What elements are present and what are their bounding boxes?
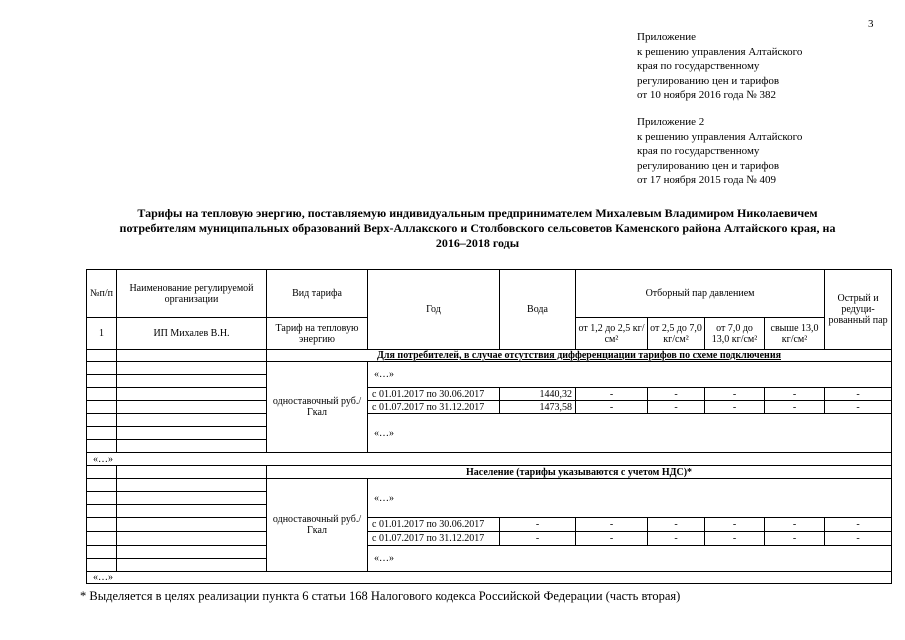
section-2-ellipsis-top: «…» (368, 479, 892, 518)
empty-cell (87, 546, 117, 559)
section-2-cell: - (648, 532, 705, 546)
empty-cell (87, 362, 117, 375)
section-1-cell: - (576, 388, 648, 401)
empty-cell (87, 388, 117, 401)
header-steam: Отборный пар давлением (576, 270, 825, 318)
empty-cell (117, 401, 267, 414)
empty-cell (117, 440, 267, 453)
section-2-cell: - (705, 532, 765, 546)
section-1-period: с 01.01.2017 по 30.06.2017 (368, 388, 500, 401)
section-1-cell: - (648, 401, 705, 414)
section-2-ellipsis-after: «…» (87, 572, 892, 584)
header-steam-col-4: свыше 13,0 кг/см² (765, 318, 825, 350)
section-1-cell: - (648, 388, 705, 401)
section-1-cell: - (825, 388, 892, 401)
section-2-tariff-type: одноставочный руб./Гкал (267, 479, 368, 572)
section-1-cell: - (576, 401, 648, 414)
org-num: 1 (87, 318, 117, 350)
section-1-ellipsis-after: «…» (87, 453, 892, 466)
empty-cell (87, 350, 117, 362)
empty-cell (87, 532, 117, 546)
section-2-period: с 01.01.2017 по 30.06.2017 (368, 518, 500, 532)
appendix-2-line: Приложение 2 (637, 116, 705, 128)
section-1-water: 1473,58 (500, 401, 576, 414)
title-line-1: Тарифы на тепловую энергию, поставляемую индивидуальным предпринимателем Михалевым Владимиром Николаевичем (137, 206, 818, 220)
header-year: Год (368, 270, 500, 350)
section-1-water: 1440,32 (500, 388, 576, 401)
section-2-cell: - (765, 518, 825, 532)
section-1-cell: - (825, 401, 892, 414)
empty-cell (117, 546, 267, 559)
section-2-cell: - (765, 532, 825, 546)
empty-cell (117, 492, 267, 505)
empty-cell (117, 362, 267, 375)
empty-cell (87, 505, 117, 518)
appendix-1-line: края по государственному (637, 60, 760, 72)
empty-cell (117, 427, 267, 440)
empty-cell (87, 559, 117, 572)
org-tariff: Тариф на тепловую энергию (267, 318, 368, 350)
document-title (60, 206, 895, 251)
empty-cell (117, 559, 267, 572)
empty-cell (117, 388, 267, 401)
tariff-table (86, 269, 892, 584)
section-1-cell: - (765, 401, 825, 414)
empty-cell (117, 532, 267, 546)
appendix-2-line: регулированию цен и тарифов (637, 159, 780, 172)
empty-cell (87, 427, 117, 440)
section-1-cell: - (705, 401, 765, 414)
empty-cell (87, 414, 117, 427)
empty-cell (117, 350, 267, 362)
appendix-1 (637, 30, 802, 103)
appendix-1-line: Приложение (637, 31, 697, 43)
empty-cell (87, 440, 117, 453)
header-tariff-type: Вид тарифа (267, 270, 368, 318)
empty-cell (87, 492, 117, 505)
section-2-water: - (500, 518, 576, 532)
section-2-cell: - (825, 518, 892, 532)
section-2-cell: - (576, 518, 648, 532)
appendix-2-line: края по государственному (637, 145, 760, 157)
header-org: Наименование регулируемой организации (117, 270, 267, 318)
section-1-cell: - (765, 388, 825, 401)
footnote: * Выделяется в целях реализации пункта 6 статьи 168 Налогового кодекса Российской Федерации (часть вторая) (80, 589, 681, 603)
empty-cell (87, 401, 117, 414)
appendix-1-line: к решению управления Алтайского (637, 45, 803, 58)
section-2-cell: - (705, 518, 765, 532)
section-1-period: с 01.07.2017 по 31.12.2017 (368, 401, 500, 414)
empty-cell (117, 479, 267, 492)
title-line-2: потребителям муниципальных образований Верх-Аллакского и Столбовского сельсоветов Каменского района Алтайского края, на (119, 221, 836, 235)
section-1-tariff-type: одноставочный руб./Гкал (267, 362, 368, 453)
appendix-1-line: от 10 ноября 2016 года № 382 (637, 89, 776, 101)
section-2-cell: - (648, 518, 705, 532)
page-number: 3 (868, 18, 874, 30)
header-steam-col-3: от 7,0 до 13,0 кг/см² (705, 318, 765, 350)
section-2-ellipsis-bottom: «…» (368, 546, 892, 572)
section-2-cell: - (825, 532, 892, 546)
section-1-cell: - (705, 388, 765, 401)
section-1-ellipsis-bottom: «…» (368, 414, 892, 453)
empty-cell (87, 479, 117, 492)
appendix-2-line: от 17 ноября 2015 года № 409 (637, 174, 776, 186)
empty-cell (87, 518, 117, 532)
empty-cell (117, 518, 267, 532)
header-sharp-steam: Острый и редуци-рованный пар (825, 270, 892, 350)
empty-cell (117, 505, 267, 518)
empty-cell (117, 375, 267, 388)
section-2-title: Население (тарифы указываются с учетом НДС)* (267, 466, 892, 479)
empty-cell (117, 466, 267, 479)
section-2-period: с 01.07.2017 по 31.12.2017 (368, 532, 500, 546)
appendix-2-line: к решению управления Алтайского (637, 130, 803, 143)
header-steam-col-1: от 1,2 до 2,5 кг/см² (576, 318, 648, 350)
empty-cell (87, 375, 117, 388)
section-2-cell: - (576, 532, 648, 546)
empty-cell (87, 466, 117, 479)
section-1-title: Для потребителей, в случае отсутствия дифференциации тарифов по схеме подключения (267, 350, 892, 362)
org-name: ИП Михалев В.Н. (117, 318, 267, 350)
empty-cell (117, 414, 267, 427)
header-water: Вода (500, 270, 576, 350)
section-2-water: - (500, 532, 576, 546)
header-steam-col-2: от 2,5 до 7,0 кг/см² (648, 318, 705, 350)
section-1-ellipsis-top: «…» (368, 362, 892, 388)
title-line-3: 2016–2018 годы (435, 236, 520, 250)
appendix-2 (637, 115, 802, 188)
header-num: №п/п (87, 270, 117, 318)
appendix-1-line: регулированию цен и тарифов (637, 74, 780, 87)
